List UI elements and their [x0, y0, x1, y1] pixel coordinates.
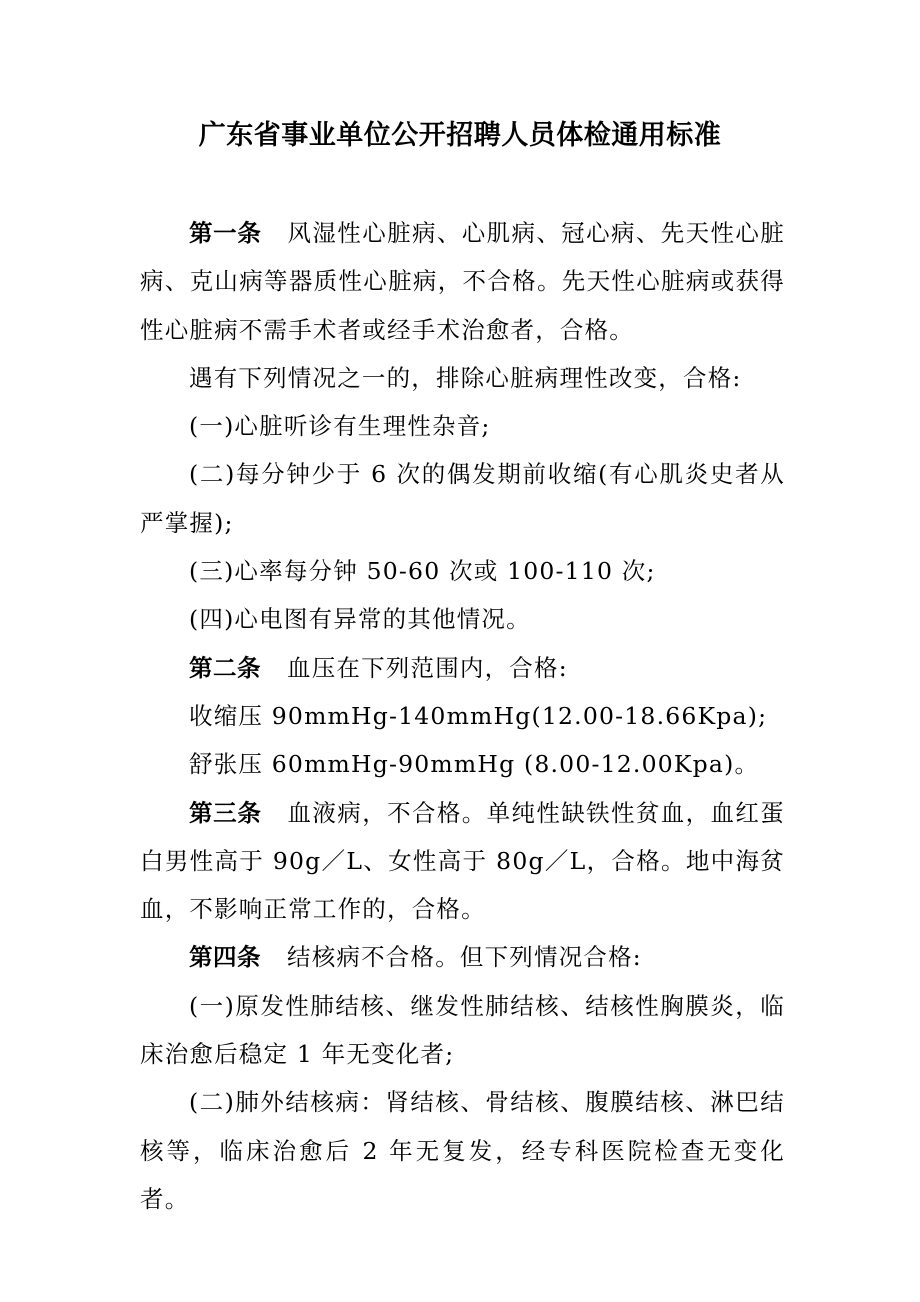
- document-body: [140, 209, 785, 1223]
- article-label: 第三条: [189, 798, 262, 827]
- paragraph: [140, 354, 785, 402]
- paragraph-list-item: [140, 1078, 785, 1223]
- paragraph-list-item: [140, 402, 785, 450]
- paragraph-text: (一)心脏听诊有生理性杂音;: [189, 412, 491, 441]
- document-title: 广东省事业单位公开招聘人员体检通用标准: [198, 120, 722, 151]
- article-label: 第一条: [189, 219, 262, 247]
- paragraph-text: 血液病，不合格。单纯性缺铁性贫血，血红蛋白男性高于 90g／L、女性高于 80g／L，合格。地中海贫血，不影响正常工作的，合格。: [140, 798, 786, 924]
- paragraph-text: (一)原发性肺结核、继发性肺结核、结核性胸膜炎，临床治愈后稳定 1 年无变化者;: [140, 991, 785, 1069]
- paragraph-text: 结核病不合格。但下列情况合格:: [287, 943, 642, 972]
- paragraph-text: 舒张压 60mmHg-90mmHg (8.00-12.00Kpa)。: [189, 750, 760, 779]
- paragraph-text: 遇有下列情况之一的，排除心脏病理性改变，合格:: [189, 363, 742, 392]
- paragraph-text: (四)心电图有异常的其他情况。: [189, 605, 531, 634]
- paragraph-article-1: [140, 209, 785, 354]
- paragraph: [140, 740, 785, 788]
- article-label: 第四条: [189, 943, 261, 972]
- paragraph-article-4: [140, 933, 785, 981]
- paragraph-article-3: [140, 789, 785, 934]
- paragraph-text: (二)肺外结核病：肾结核、骨结核、腹膜结核、淋巴结核等，临床治愈后 2 年无复发，经专科医院检查无变化者。: [140, 1088, 785, 1213]
- paragraph-text: (三)心率每分钟 50-60 次或 100-110 次;: [189, 557, 656, 586]
- paragraph-text: 血压在下列范围内，合格:: [287, 653, 568, 682]
- paragraph-text: 收缩压 90mmHg-140mmHg(12.00-18.66Kpa);: [189, 701, 768, 730]
- article-label: 第二条: [189, 653, 261, 682]
- paragraph-text: 风湿性心脏病、心肌病、冠心病、先天性心脏病、克山病等器质性心脏病，不合格。先天性心脏病或获得性心脏病不需手术者或经手术治愈者，合格。: [140, 219, 786, 344]
- paragraph: [140, 692, 785, 740]
- paragraph-list-item: [140, 450, 785, 547]
- paragraph-text: (二)每分钟少于 6 次的偶发期前收缩(有心肌炎史者从严掌握);: [140, 460, 785, 537]
- paragraph-list-item: [140, 982, 785, 1079]
- paragraph-list-item: [140, 595, 785, 643]
- paragraph-article-2: [140, 644, 785, 692]
- paragraph-list-item: [140, 547, 785, 595]
